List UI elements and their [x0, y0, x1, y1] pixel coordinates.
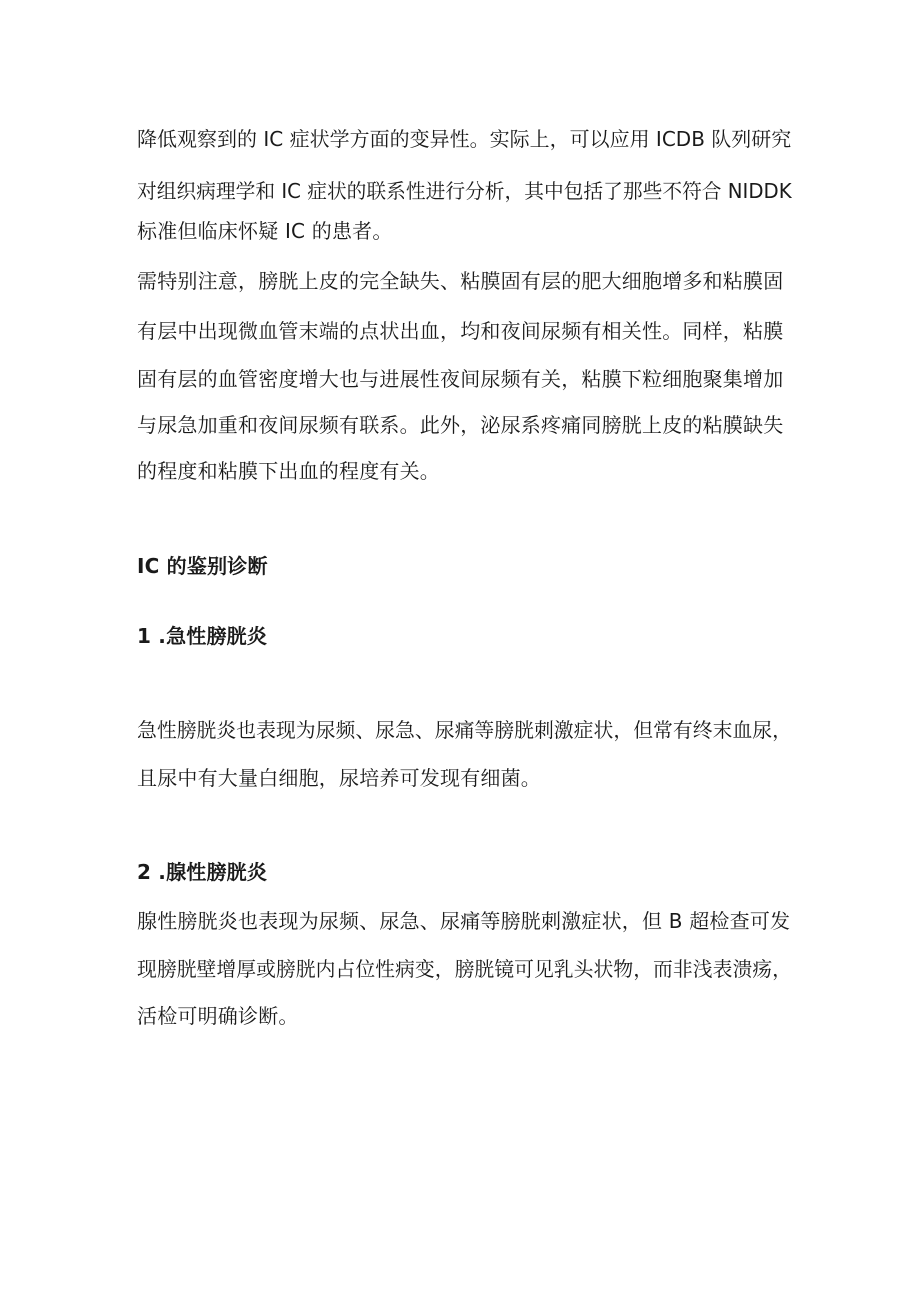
paragraph-line: 标准但临床怀疑 IC 的患者。: [137, 219, 393, 243]
paragraph-line: 有层中出现微血管末端的点状出血，均和夜间尿频有相关性。同样，粘膜: [137, 319, 784, 343]
paragraph-line: 需特别注意，膀胱上皮的完全缺失、粘膜固有层的肥大细胞增多和粘膜固: [137, 269, 784, 293]
paragraph-line: 且尿中有大量白细胞，尿培养可发现有细菌。: [137, 766, 541, 790]
paragraph-line: 腺性膀胱炎也表现为尿频、尿急、尿痛等膀胱刺激症状，但 B 超检查可发: [137, 909, 791, 933]
paragraph-line: 降低观察到的 IC 症状学方面的变异性。实际上，可以应用 ICDB 队列研究: [137, 127, 792, 151]
paragraph-line: 现膀胱壁增厚或膀胱内占位性病变，膀胱镜可见乳头状物，而非浅表溃疡，: [137, 957, 792, 981]
paragraph-line: 与尿急加重和夜间尿频有联系。此外，泌尿系疼痛同膀胱上皮的粘膜缺失: [137, 413, 784, 437]
paragraph-line: 对组织病理学和 IC 症状的联系性进行分析，其中包括了那些不符合 NIDDK: [137, 179, 792, 203]
paragraph-line: 活检可明确诊断。: [137, 1004, 299, 1028]
paragraph-line: 固有层的血管密度增大也与进展性夜间尿频有关，粘膜下粒细胞聚集增加: [137, 367, 784, 391]
section-title: IC 的鉴别诊断: [137, 554, 268, 578]
paragraph-line: 急性膀胱炎也表现为尿频、尿急、尿痛等膀胱刺激症状，但常有终末血尿，: [137, 718, 792, 742]
subsection-title-1: 1 .急性膀胱炎: [137, 624, 268, 648]
paragraph-line: 的程度和粘膜下出血的程度有关。: [137, 459, 440, 483]
subsection-title-2: 2 .腺性膀胱炎: [137, 860, 268, 884]
